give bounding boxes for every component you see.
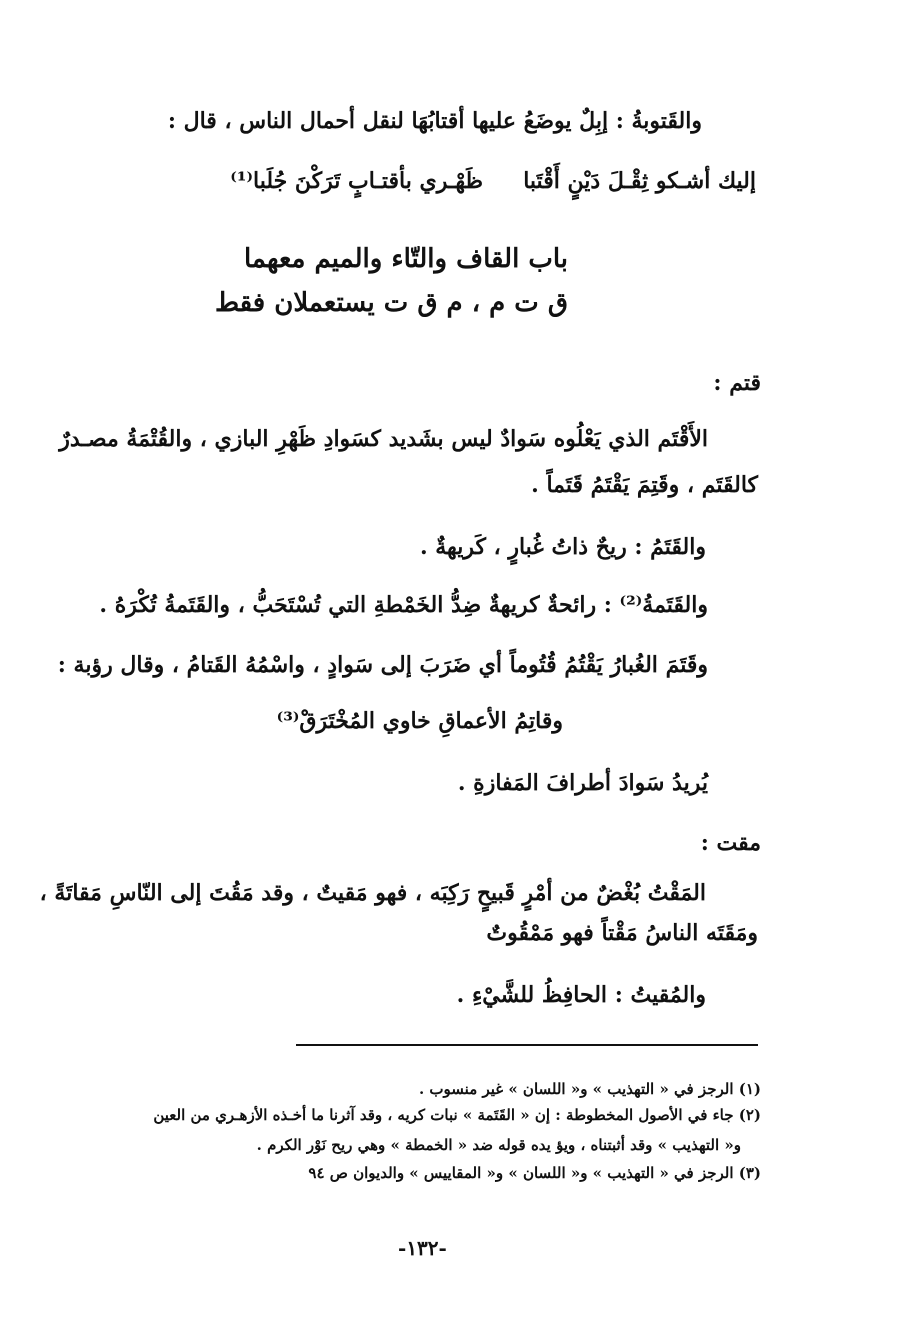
page-number: -١٣٢-: [398, 1236, 447, 1260]
qatm-verse: وقاتِمُ الأعماقِ خاوي المُخْتَرَقْ⁽³⁾: [276, 708, 563, 734]
qatm-paragraph-4: وقَتَمَ الغُبارُ يَقْتُمُ قُتُوماً أي ضَرَبَ إلى سَوادٍ ، واسْمُهُ القَتامُ ، وقال رؤبة :: [57, 652, 708, 678]
maqt-paragraph-2: والمُقيتُ : الحافِظُ للشَّيْءِ .: [456, 982, 706, 1008]
verse-first-half: إليك أشـكو ثِقْـلَ دَيْنٍ أَقْتَبا: [523, 168, 756, 194]
footnote-2-line-1: (٢) جاء في الأصول المخطوطة : إن « القَتَمة » نبات كريه ، وقد آثرنا ما أخـذه الأزهـري من العين: [153, 1106, 761, 1124]
maqt-paragraph-1-line-2: ومَقَتَه الناسُ مَقْتاً فهو مَمْقُوتٌ: [486, 920, 758, 946]
qatm-paragraph-2: والقَتَمُ : ريحٌ ذاتُ غُبارٍ ، كَريهةٌ .: [419, 534, 706, 560]
entry-title-maqt: مقت :: [700, 830, 761, 856]
footnote-1: (١) الرجز في « التهذيب » و« اللسان » غير منسوب .: [418, 1080, 761, 1098]
qatm-paragraph-1-line-2: كالقَتَم ، وقَتِمَ يَقْتَمُ قَتَماً .: [531, 472, 758, 498]
qatm-paragraph-1-line-1: الأَقْتَم الذي يَعْلُوه سَوادٌ ليس بشَديد كسَوادِ ظَهْرِ البازي ، والقُتْمَةُ مصـدرٌ: [59, 426, 708, 452]
footnote-3: (٣) الرجز في « التهذيب » و« اللسان » و« المقاييس » والديوان ص ٩٤: [308, 1164, 761, 1182]
qatm-paragraph-3: والقَتَمةُ⁽²⁾ : رائحةٌ كريهةٌ ضِدُّ الخَمْطةِ التي تُسْتَحَبُّ ، والقَتَمةُ تُكْرَهُ .: [99, 592, 708, 618]
footnote-2-line-2: و« التهذيب » وقد أثبتناه ، ويؤ يده قوله ضد « الخمطة » وهي ريح نَوْر الكرم .: [256, 1136, 741, 1154]
chapter-heading-line1: باب القاف والتّاء والميم معهما: [244, 244, 568, 274]
intro-line: والقَتوبةُ : إبِلٌ يوضَعُ عليها أقتابُهَا لنقل أحمال الناس ، قال :: [167, 108, 702, 134]
qatm-paragraph-5: يُريدُ سَوادَ أطرافَ المَفازةِ .: [457, 770, 708, 796]
entry-title-qatm: قتم :: [713, 370, 761, 396]
chapter-heading-line2: ق ت م ، م ق ت يستعملان فقط: [214, 288, 568, 318]
maqt-paragraph-1-line-1: المَقْتُ بُغْضٌ من أمْرٍ قَبيحٍ رَكِبَه ، فهو مَقيتٌ ، وقد مَقُتَ إلى النّاسِ مَقاتَةً ،: [39, 880, 706, 906]
footnote-divider: [296, 1044, 758, 1046]
verse-second-half: ظَهْـري بأقتـابٍ تَرَكْنَ جُلَبا⁽¹⁾: [230, 168, 483, 194]
